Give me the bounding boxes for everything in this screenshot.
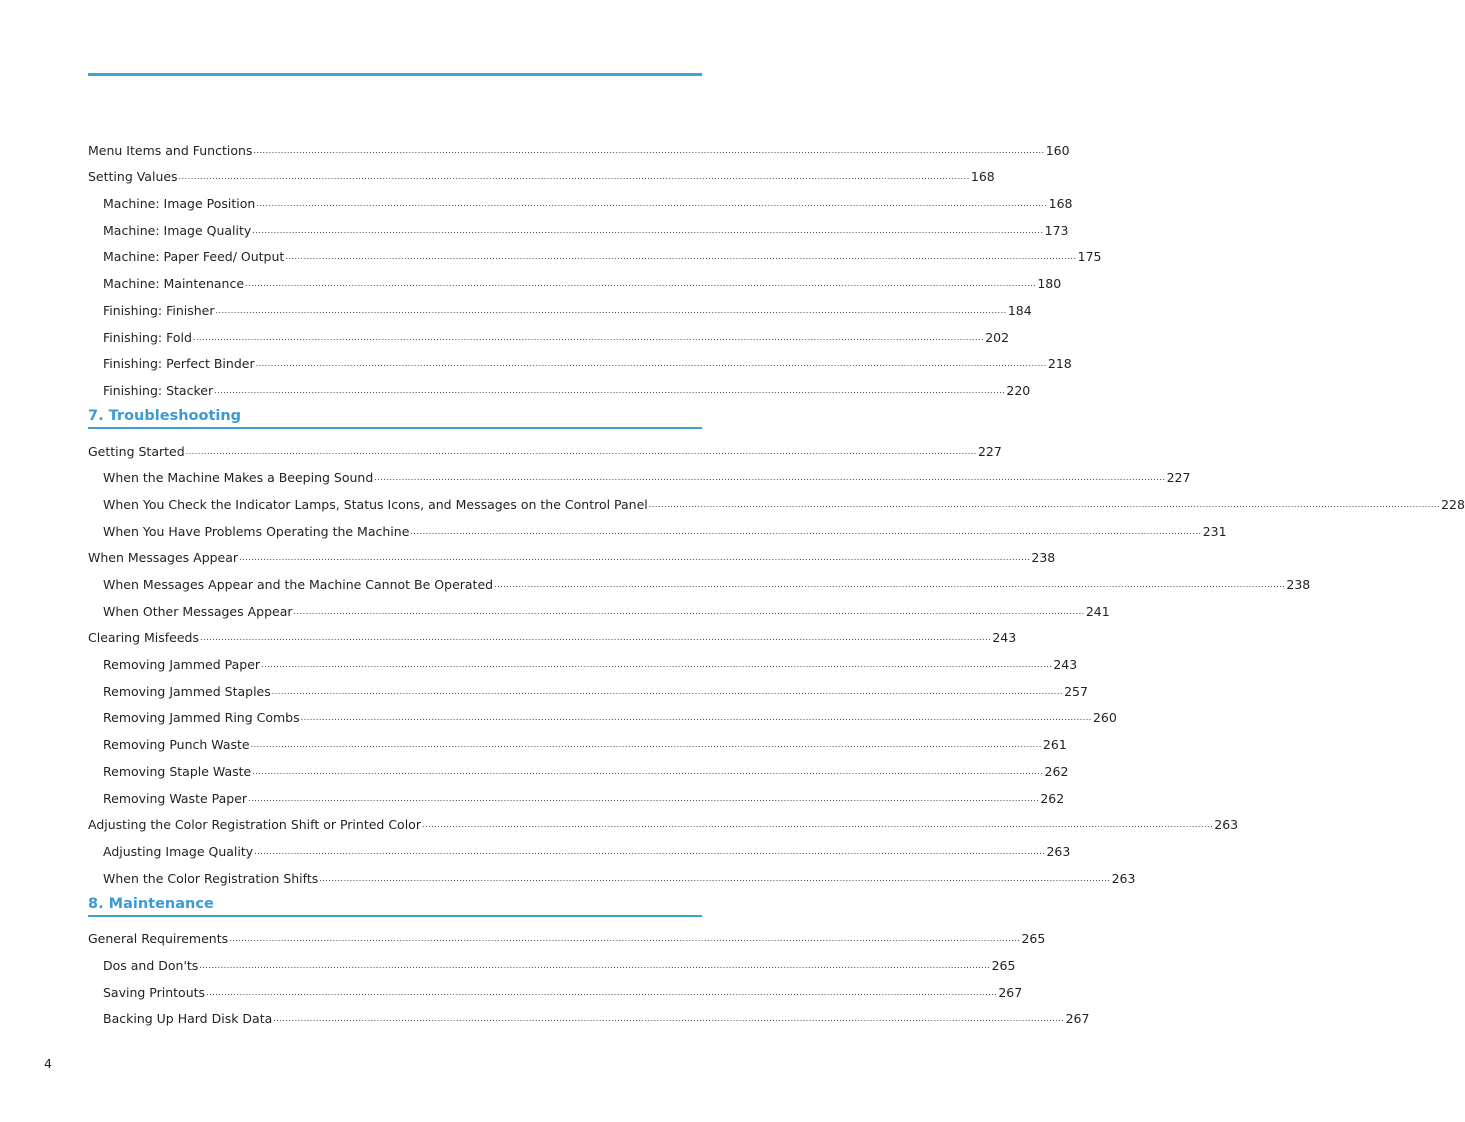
toc-entry-title: Machine: Image Position bbox=[103, 196, 256, 212]
toc-entry-title: Machine: Paper Feed/ Output bbox=[103, 249, 285, 265]
toc-subentry[interactable] bbox=[88, 460, 1191, 487]
toc-entry-title: Removing Staple Waste bbox=[103, 763, 252, 779]
chapter-title: 7. Troubleshooting bbox=[88, 407, 242, 424]
toc-entry-title: When Other Messages Appear bbox=[103, 603, 293, 619]
toc-page-number: 227 bbox=[1166, 470, 1191, 486]
toc-subentry[interactable] bbox=[88, 185, 1073, 212]
dot-leader: .................................................................................................................................................................................................................................................................... bbox=[261, 660, 1053, 670]
toc-page-number: 260 bbox=[1092, 710, 1117, 726]
toc-subentry[interactable] bbox=[88, 486, 1465, 513]
toc-entry[interactable] bbox=[88, 433, 1002, 460]
dot-leader: .................................................................................................................................................................................................................................................................... bbox=[494, 580, 1286, 589]
toc-page-number: 262 bbox=[1040, 790, 1065, 806]
dot-leader: .................................................................................................................................................................................................................................................................... bbox=[648, 499, 1440, 509]
toc-entry[interactable] bbox=[88, 807, 1239, 834]
toc-page-number: 180 bbox=[1037, 276, 1062, 292]
dot-leader: .................................................................................................................................................................................................................................................................... bbox=[199, 960, 991, 970]
toc-page-number: 220 bbox=[1006, 382, 1031, 398]
dot-leader: .................................................................................................................................................................................................................................................................... bbox=[271, 686, 1063, 696]
toc-entry-title: Removing Punch Waste bbox=[103, 737, 250, 753]
toc-entry-title: When You Check the Indicator Lamps, Status Icons, and Messages on the Control Panel bbox=[103, 496, 648, 512]
toc-entry-title: General Requirements bbox=[88, 931, 229, 947]
dot-leader: .................................................................................................................................................................................................................................................................... bbox=[300, 713, 1092, 723]
table-of-contents bbox=[88, 132, 1465, 1027]
dot-leader: .................................................................................................................................................................................................................................................................... bbox=[239, 553, 1031, 563]
dot-leader: .................................................................................................................................................................................................................................................................... bbox=[229, 934, 1021, 944]
toc-entry-title: Clearing Misfeeds bbox=[88, 630, 199, 646]
toc-entry-title: When Messages Appear bbox=[88, 550, 239, 566]
toc-subentry[interactable] bbox=[88, 513, 1227, 540]
toc-page-number: 202 bbox=[985, 329, 1010, 345]
toc-entry-title: When Messages Appear and the Machine Cannot Be Operated bbox=[103, 577, 494, 592]
dot-leader: .................................................................................................................................................................................................................................................................... bbox=[253, 145, 1045, 155]
page-number: 4 bbox=[44, 1056, 52, 1071]
dot-leader: .................................................................................................................................................................................................................................................................... bbox=[410, 526, 1202, 536]
dot-leader: .................................................................................................................................................................................................................................................................... bbox=[200, 633, 992, 643]
dot-leader: .................................................................................................................................................................................................................................................................... bbox=[256, 199, 1048, 209]
toc-entry-title: Finishing: Fold bbox=[103, 329, 192, 345]
toc-subentry[interactable] bbox=[88, 239, 1102, 266]
dot-leader: .................................................................................................................................................................................................................................................................... bbox=[248, 793, 1040, 803]
toc-entry-title: Removing Waste Paper bbox=[103, 790, 248, 806]
toc-subentry[interactable] bbox=[88, 292, 1032, 319]
toc-subentry[interactable] bbox=[88, 372, 1031, 399]
toc-page-number: 262 bbox=[1044, 763, 1069, 779]
toc-entry-title: Menu Items and Functions bbox=[88, 142, 253, 158]
toc-subentry[interactable] bbox=[88, 833, 1071, 860]
toc-subentry[interactable] bbox=[88, 1001, 1090, 1028]
toc-page-number: 168 bbox=[970, 169, 995, 185]
dot-leader: .................................................................................................................................................................................................................................................................... bbox=[252, 225, 1044, 235]
toc-entry-title: When the Machine Makes a Beeping Sound bbox=[103, 470, 374, 486]
toc-page-number: 267 bbox=[1065, 1011, 1090, 1027]
dot-leader: .................................................................................................................................................................................................................................................................... bbox=[421, 820, 1214, 830]
dot-leader: .................................................................................................................................................................................................................................................................... bbox=[285, 252, 1077, 262]
dot-leader: .................................................................................................................................................................................................................................................................... bbox=[185, 446, 977, 456]
toc-subentry[interactable] bbox=[88, 346, 1072, 373]
toc-subentry[interactable] bbox=[88, 319, 1010, 346]
toc-page-number: 218 bbox=[1047, 356, 1072, 372]
toc-subentry[interactable] bbox=[88, 700, 1117, 727]
toc-subentry[interactable] bbox=[88, 593, 1110, 620]
dot-leader: .................................................................................................................................................................................................................................................................... bbox=[374, 473, 1166, 483]
toc-page-number: 168 bbox=[1048, 196, 1073, 212]
toc-subentry[interactable] bbox=[88, 646, 1078, 673]
toc-page-number: 173 bbox=[1044, 222, 1069, 238]
dot-leader: .................................................................................................................................................................................................................................................................... bbox=[319, 873, 1111, 883]
toc-entry-title: Removing Jammed Paper bbox=[103, 657, 261, 673]
toc-subentry[interactable] bbox=[88, 860, 1136, 887]
toc-entry-title: Backing Up Hard Disk Data bbox=[103, 1011, 273, 1027]
toc-entry[interactable] bbox=[88, 159, 995, 186]
dot-leader: .................................................................................................................................................................................................................................................................... bbox=[254, 846, 1046, 856]
chapter-title: 8. Maintenance bbox=[88, 895, 214, 912]
toc-page-number: 265 bbox=[991, 957, 1016, 973]
toc-subentry[interactable] bbox=[88, 673, 1088, 700]
toc-entry-title: Adjusting Image Quality bbox=[103, 843, 254, 859]
toc-page-number: 243 bbox=[1053, 657, 1078, 673]
toc-page-number: 263 bbox=[1046, 843, 1071, 859]
toc-page-number: 238 bbox=[1286, 577, 1311, 592]
toc-entry[interactable] bbox=[88, 921, 1046, 948]
dot-leader: .................................................................................................................................................................................................................................................................... bbox=[178, 172, 970, 182]
toc-subentry[interactable] bbox=[88, 780, 1065, 807]
toc-entry-title: Setting Values bbox=[88, 169, 178, 185]
toc-page-number: 238 bbox=[1031, 550, 1056, 566]
toc-entry[interactable] bbox=[88, 132, 1070, 159]
toc-subentry[interactable] bbox=[88, 974, 1023, 1001]
toc-page-number: 231 bbox=[1202, 523, 1227, 539]
toc-page-number: 184 bbox=[1007, 302, 1032, 318]
toc-entry-title: Finishing: Stacker bbox=[103, 382, 214, 398]
toc-page-number: 175 bbox=[1077, 249, 1102, 265]
toc-page-number: 261 bbox=[1042, 737, 1067, 753]
toc-subentry[interactable] bbox=[88, 265, 1062, 292]
toc-page-number: 228 bbox=[1441, 496, 1465, 512]
dot-leader: .................................................................................................................................................................................................................................................................... bbox=[255, 359, 1047, 369]
toc-entry-title: Adjusting the Color Registration Shift or Printed Color bbox=[88, 817, 421, 833]
toc-page-number: 227 bbox=[977, 443, 1002, 459]
chapter-heading[interactable] bbox=[88, 399, 702, 429]
toc-page-number: 263 bbox=[1214, 817, 1239, 833]
toc-subentry[interactable] bbox=[88, 212, 1069, 239]
toc-entry-title: Removing Jammed Ring Combs bbox=[103, 710, 300, 726]
toc-entry[interactable] bbox=[88, 620, 1017, 647]
toc-entry-title: Dos and Don'ts bbox=[103, 957, 199, 973]
toc-entry-title: Getting Started bbox=[88, 443, 185, 459]
dot-leader: .................................................................................................................................................................................................................................................................... bbox=[206, 987, 998, 997]
toc-page-number: 160 bbox=[1045, 142, 1070, 158]
toc-entry[interactable] bbox=[88, 540, 1056, 567]
dot-leader: .................................................................................................................................................................................................................................................................... bbox=[273, 1014, 1065, 1024]
dot-leader: .................................................................................................................................................................................................................................................................... bbox=[245, 279, 1037, 289]
toc-entry-title: Removing Jammed Staples bbox=[103, 683, 271, 699]
dot-leader: .................................................................................................................................................................................................................................................................... bbox=[215, 305, 1007, 315]
toc-entry-title: Finishing: Finisher bbox=[103, 302, 215, 318]
toc-entry-title: Finishing: Perfect Binder bbox=[103, 356, 255, 372]
toc-entry-title: When You Have Problems Operating the Machine bbox=[103, 523, 410, 539]
dot-leader: .................................................................................................................................................................................................................................................................... bbox=[192, 332, 985, 342]
dot-leader: .................................................................................................................................................................................................................................................................... bbox=[250, 740, 1042, 750]
toc-page-number: 263 bbox=[1111, 870, 1136, 886]
toc-page-number: 241 bbox=[1085, 603, 1110, 619]
header-rule bbox=[88, 73, 702, 76]
toc-subentry[interactable] bbox=[88, 726, 1067, 753]
toc-entry-title: When the Color Registration Shifts bbox=[103, 870, 319, 886]
toc-subentry[interactable] bbox=[88, 947, 1016, 974]
dot-leader: .................................................................................................................................................................................................................................................................... bbox=[293, 606, 1085, 616]
toc-page-number: 243 bbox=[992, 630, 1017, 646]
toc-entry-title: Machine: Maintenance bbox=[103, 276, 245, 292]
toc-entry-title: Machine: Image Quality bbox=[103, 222, 252, 238]
toc-page-number: 267 bbox=[998, 984, 1023, 1000]
toc-page-number: 265 bbox=[1021, 931, 1046, 947]
toc-entry-title: Saving Printouts bbox=[103, 984, 206, 1000]
toc-subentry[interactable] bbox=[88, 566, 1311, 593]
toc-subentry[interactable] bbox=[88, 753, 1069, 780]
chapter-heading[interactable] bbox=[88, 887, 702, 917]
dot-leader: .................................................................................................................................................................................................................................................................... bbox=[214, 385, 1006, 395]
toc-page-number: 257 bbox=[1064, 683, 1088, 699]
dot-leader: .................................................................................................................................................................................................................................................................... bbox=[252, 766, 1044, 776]
